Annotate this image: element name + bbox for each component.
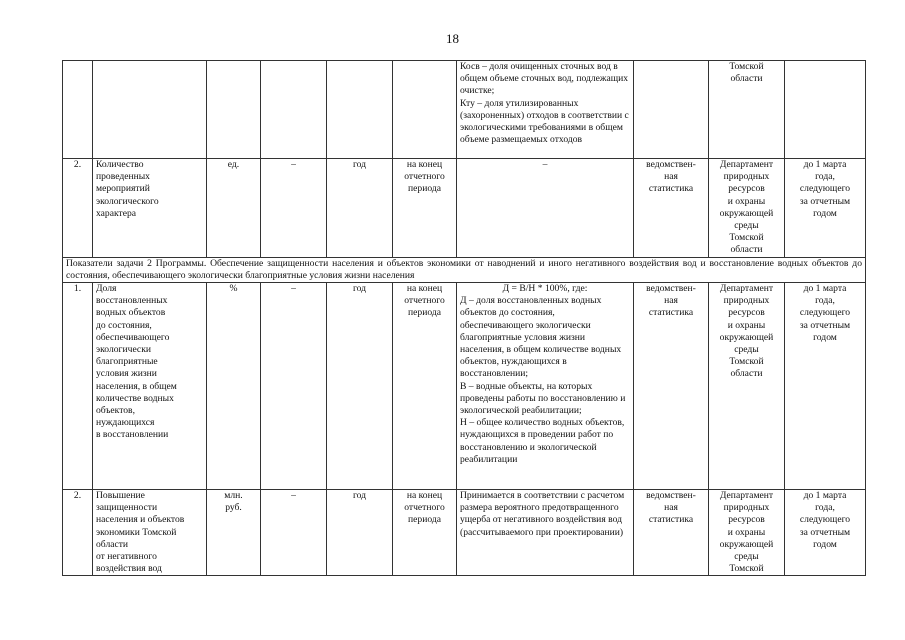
cell-deadline bbox=[785, 283, 866, 490]
indicator-name: Повышение защищенности населения и объектов экономики Томской области от негативного воздействия вод bbox=[96, 490, 185, 575]
cell-method: – bbox=[457, 159, 634, 258]
source-text: ведомствен- ная статистика bbox=[646, 490, 696, 526]
cell-responsible bbox=[709, 490, 785, 576]
cell-period bbox=[327, 61, 393, 159]
date-text: на конец отчетного периода bbox=[404, 283, 445, 319]
cell-unit bbox=[207, 490, 261, 576]
cell-responsible bbox=[709, 159, 785, 258]
cell-name bbox=[93, 61, 207, 159]
deadline-text: до 1 марта года, следующего за отчетным годом bbox=[799, 490, 851, 550]
deadline-text: до 1 марта года, следующего за отчетным годом bbox=[799, 159, 851, 219]
cell-basis: – bbox=[261, 283, 327, 490]
cell-method bbox=[457, 61, 634, 159]
cell-basis: – bbox=[261, 159, 327, 258]
cell-num: 2. bbox=[63, 490, 93, 576]
cell-source bbox=[634, 159, 709, 258]
cell-basis bbox=[261, 61, 327, 159]
cell-method bbox=[457, 490, 634, 576]
cell-date bbox=[393, 159, 457, 258]
cell-deadline bbox=[785, 61, 866, 159]
cell-name bbox=[93, 283, 207, 490]
cell-name bbox=[93, 159, 207, 258]
date-text: на конец отчетного периода bbox=[404, 159, 445, 195]
cell-deadline bbox=[785, 490, 866, 576]
cell-responsible bbox=[709, 283, 785, 490]
cell-num: 2. bbox=[63, 159, 93, 258]
cell-date bbox=[393, 490, 457, 576]
table-row-continuation bbox=[63, 61, 866, 159]
cell-num bbox=[63, 61, 93, 159]
method-text: Косв – доля очищенных сточных вод в общем объеме сточных вод, подлежащих очистке; Кту – доля утилизированных (захороненных) отходов в соответствии с экологическими требованиями в общем объеме размещаемых отходов bbox=[460, 61, 629, 146]
cell-source bbox=[634, 490, 709, 576]
cell-source bbox=[634, 283, 709, 490]
cell-method bbox=[457, 283, 634, 490]
responsible-text: Департамент природных ресурсов и охраны окружающей среды Томской bbox=[719, 490, 774, 575]
method-text: Д – доля восстановленных водных объектов до состояния, обеспечивающего экологически благоприятные условия жизни населения, в общем количестве водных объектов, нуждающихся в восстановлении; В – водные объекты, на которых проведены работы по восстановлению и экологической реабилитации; Н – общее количество водных объектов, нуждающихся в проведении работ по восстановлению и экологической реабилитации bbox=[460, 295, 626, 465]
table-row bbox=[63, 490, 866, 576]
deadline-text: до 1 марта года, следующего за отчетным годом bbox=[799, 283, 851, 343]
source-text: ведомствен- ная статистика bbox=[646, 283, 696, 319]
cell-date bbox=[393, 61, 457, 159]
table-row bbox=[63, 283, 866, 490]
unit-text: млн. руб. bbox=[224, 490, 243, 514]
date-text: на конец отчетного периода bbox=[404, 490, 445, 526]
cell-unit bbox=[207, 61, 261, 159]
cell-unit: ед. bbox=[207, 159, 261, 258]
indicators-table bbox=[62, 60, 866, 576]
indicator-name: Количество проведенных мероприятий экологического характера bbox=[96, 159, 159, 219]
responsible-text: Департамент природных ресурсов и охраны окружающей среды Томской области bbox=[719, 283, 774, 380]
cell-responsible bbox=[709, 61, 785, 159]
cell-unit: % bbox=[207, 283, 261, 490]
cell-basis: – bbox=[261, 490, 327, 576]
cell-num: 1. bbox=[63, 283, 93, 490]
cell-period: год bbox=[327, 490, 393, 576]
responsible-text: Томской области bbox=[729, 61, 764, 85]
cell-period: год bbox=[327, 159, 393, 258]
section-header-row bbox=[63, 257, 866, 282]
table-row bbox=[63, 159, 866, 258]
indicator-name: Доля восстановленных водных объектов до состояния, обеспечивающего экологически благоприятные условия жизни населения, в общем количестве водных объектов, нуждающихся в восстановлении bbox=[96, 283, 177, 441]
responsible-text: Департамент природных ресурсов и охраны окружающей среды Томской области bbox=[719, 159, 774, 256]
cell-period: год bbox=[327, 283, 393, 490]
cell-deadline bbox=[785, 159, 866, 258]
cell-source bbox=[634, 61, 709, 159]
page-number: 18 bbox=[446, 31, 459, 46]
section-header: Показатели задачи 2 Программы. Обеспечение защищенности населения и объектов экономики от наводнений и иного негативного воздействия вод и восстановление водных объектов до состояния, обеспечивающего экологически благоприятные условия жизни населения bbox=[63, 257, 866, 282]
cell-date bbox=[393, 283, 457, 490]
formula-text: Д = В/Н * 100%, где: bbox=[502, 283, 588, 295]
source-text: ведомствен- ная статистика bbox=[646, 159, 696, 195]
cell-name bbox=[93, 490, 207, 576]
method-text: Принимается в соответствии с расчетом размера вероятного предотвращенного ущерба от негативного воздействия вод (рассчитываемого при проектировании) bbox=[460, 490, 625, 538]
